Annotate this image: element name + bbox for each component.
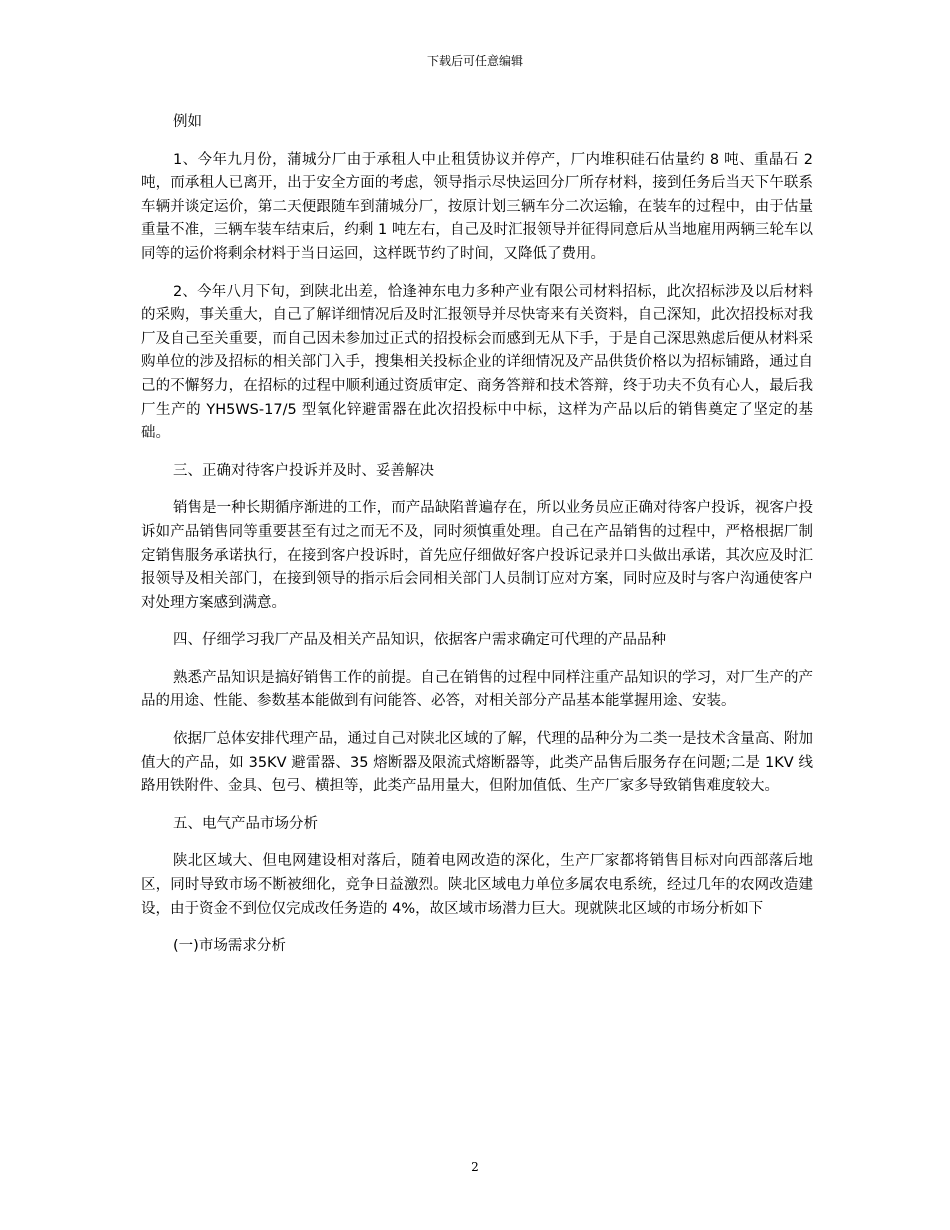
paragraph-market-analysis: 陕北区域大、但电网建设相对落后，随着电网改造的深化，生产厂家都将销售目标对向西部落后地区，同时导致市场不断被细化，竞争日益激烈。陕北区域电力单位多属农电系统，经过几年的农网改造建设，由于资金不到位仅完成改任务造的 4%，故区域市场潜力巨大。现就陕北区域的市场分析如下 — [141, 853, 813, 917]
section-heading-5: 五、电气产品市场分析 — [173, 815, 318, 832]
page-header: 下载后可任意编辑 — [426, 54, 523, 68]
page-number: 2 — [471, 1160, 479, 1174]
document-body — [141, 111, 813, 973]
subsection-heading-1: (一)市场需求分析 — [173, 938, 286, 955]
paragraph-example-2: 2、今年八月下旬，到陕北出差，恰逢神东电力多种产业有限公司材料招标，此次招标涉及以后材料的采购，事关重大，自己了解详细情况后及时汇报领导并尽快寄来有关资料，自己深知，此次招投标对我厂及自己至关重要，而自己因未参加过正式的招投标会而感到无从下手，于是自己深思熟虑后便从材料采购单位的涉及招标的相关部门入手，搜集相关投标企业的详细情况及产品供货价格以为招标铺路，通过自己的不懈努力，在招标的过程中顺利通过资质审定、商务答辩和技术答辩，终于功夫不负有心人，最后我厂生产的 YH5WS-17/5 型氧化锌避雷器在此次招投标中中标，这样为产品以后的销售奠定了坚定的基础。 — [141, 283, 813, 442]
section-heading-3: 三、正确对待客户投诉并及时、妥善解决 — [173, 462, 434, 479]
paragraph-agency-products: 依据厂总体安排代理产品，通过自己对陕北区域的了解，代理的品种分为二类一是技术含量高、附加值大的产品，如 35KV 避雷器、35 熔断器及限流式熔断器等，此类产品售后服务存在问题;二是 1KV 线路用铁附件、金具、包弓、横担等，此类产品用量大，但附加值低、生产厂家多导致销售难度较大。 — [141, 731, 813, 795]
section-heading-4: 四、仔细学习我厂产品及相关产品知识，依据客户需求确定可代理的产品品种 — [173, 632, 666, 649]
paragraph-complaints: 销售是一种长期循序渐进的工作，而产品缺陷普遍存在，所以业务员应正确对待客户投诉，视客户投诉如产品销售同等重要甚至有过之而无不及，同时须慎重处理。自己在产品销售的过程中，严格根据厂制定销售服务承诺执行，在接到客户投诉时，首先应仔细做好客户投诉记录并口头做出承诺，其次应及时汇报领导及相关部门，在接到领导的指示后会同相关部门人员制订应对方案，同时应及时与客户沟通使客户对处理方案感到满意。 — [141, 500, 813, 611]
paragraph-example-1: 1、今年九月份，蒲城分厂由于承租人中止租赁协议并停产，厂内堆积硅石估量约 8 吨、重晶石 2 吨，而承租人已离开，出于安全方面的考虑，领导指示尽快运回分厂所存材料，接到任务后当天下午联系车辆并谈定运价，第二天便跟随车到蒲城分厂，按原计划三辆车分二次运输，在装车的过程中，由于估量重量不准，三辆车装车结束后，约剩 1 吨左右，自己及时汇报领导并征得同意后从当地雇用两辆三轮车以同等的运价将剩余材料于当日运回，这样既节约了时间，又降低了费用。 — [141, 151, 813, 262]
paragraph-intro: 例如 — [173, 114, 202, 130]
paragraph-product-knowledge: 熟悉产品知识是搞好销售工作的前提。自己在销售的过程中同样注重产品知识的学习，对厂生产的产品的用途、性能、参数基本能做到有问能答、必答，对相关部分产品基本能掌握用途、安装。 — [141, 669, 813, 710]
